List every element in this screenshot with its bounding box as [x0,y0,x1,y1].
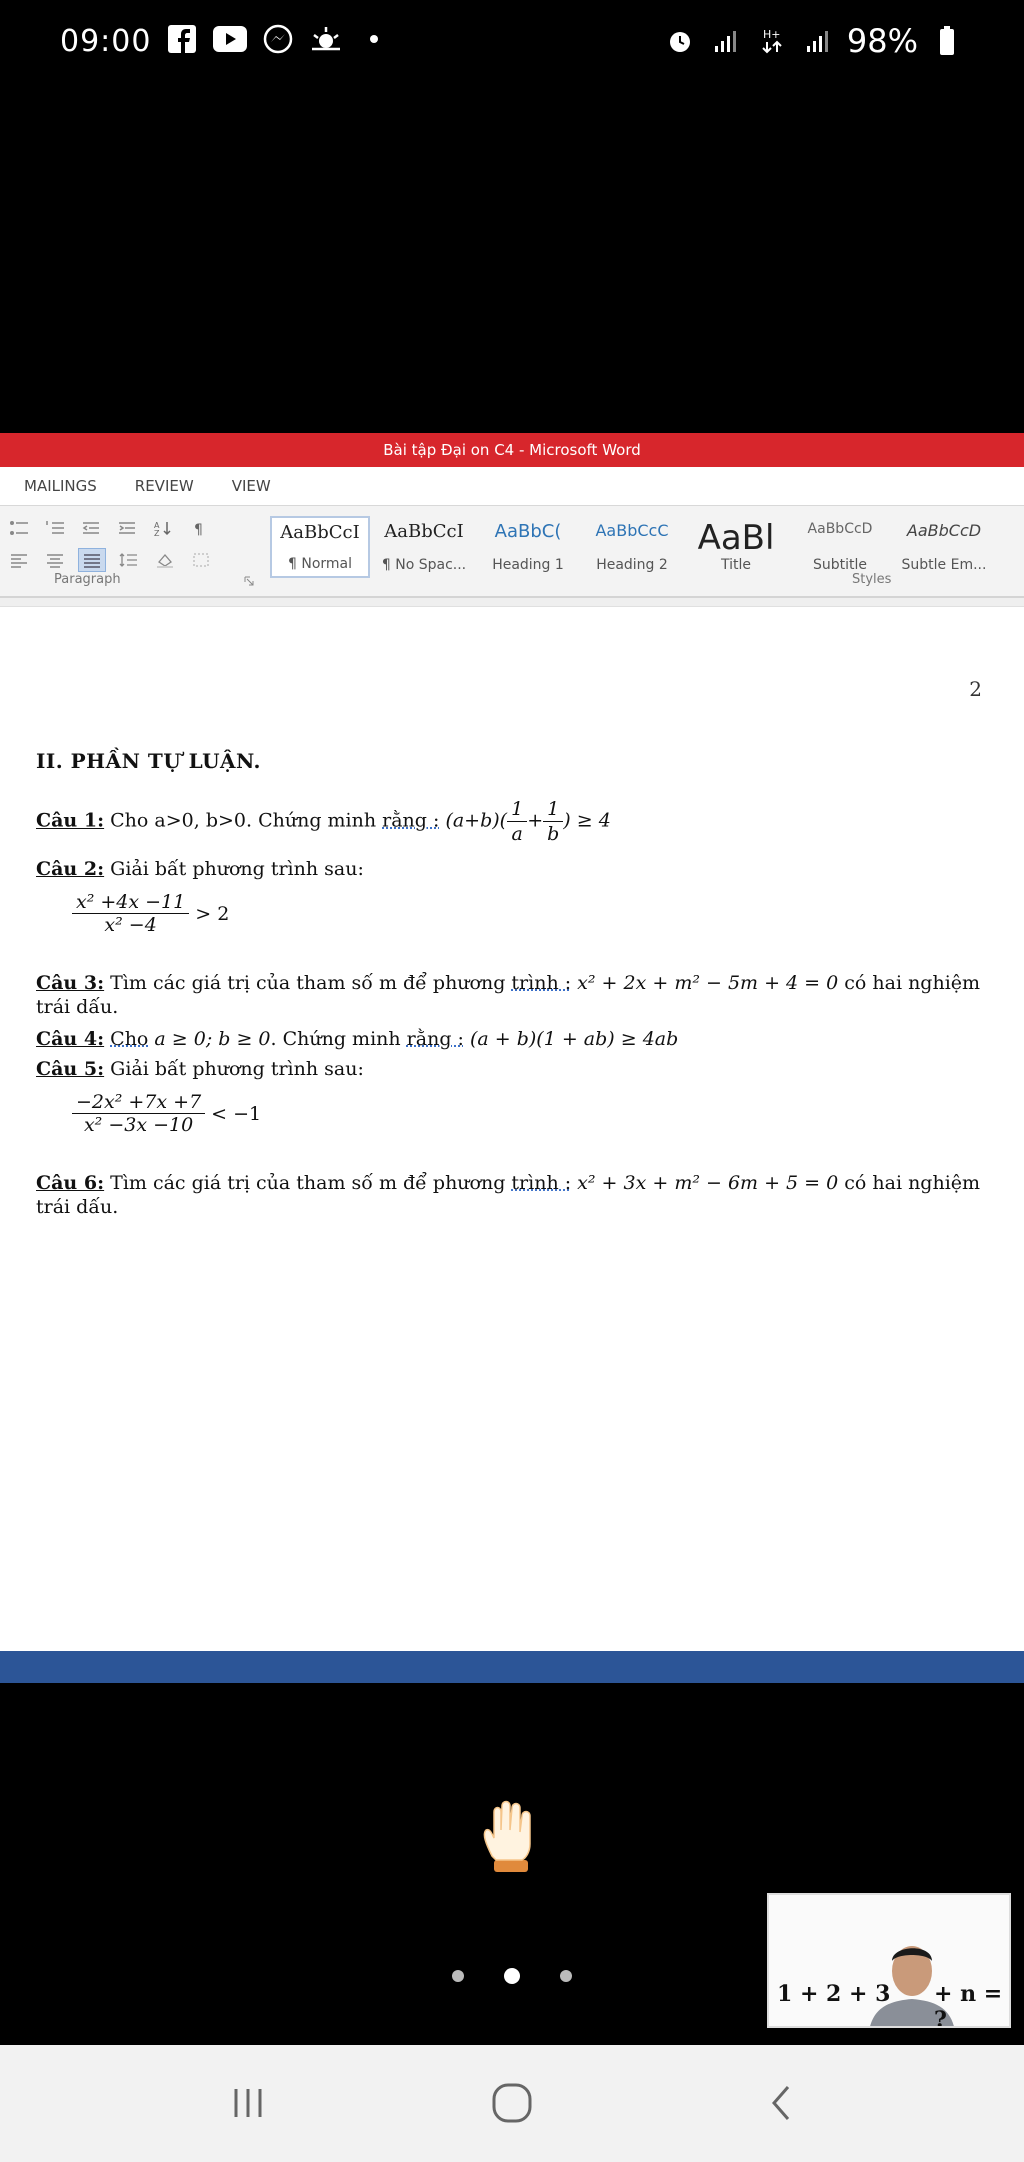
signal-icon [709,24,743,58]
style-sample: AaBl [697,521,775,555]
page-dot-active[interactable] [504,1968,520,1984]
style-subtle-emphasis[interactable] [894,516,994,578]
alarm-icon [663,24,697,58]
question-4 [36,1027,996,1051]
style-heading-1[interactable] [478,516,578,578]
style-sample: AaBbC( [494,521,562,542]
clock: 09:00 [60,24,152,59]
style-sample: AaBbCcI [280,522,360,543]
line-spacing-icon[interactable] [116,549,142,571]
question-label: Câu 5: [36,1058,105,1080]
question-text: Tìm các giá trị của tham số m để phương [104,972,512,994]
denominator: a [511,823,523,845]
page-number: 2 [969,677,982,701]
page-indicator [452,1968,572,1984]
fraction [72,891,189,936]
youtube-icon [213,22,247,56]
question-1 [36,797,996,846]
style-name: Title [720,557,751,573]
styles-gallery [270,516,994,578]
page-dot[interactable] [560,1970,572,1982]
styles-group-label: Styles [852,572,892,587]
denominator: b [547,823,560,845]
back-button[interactable] [752,2073,812,2133]
svg-text:¶: ¶ [194,522,203,536]
tab-mailings[interactable]: MAILINGS [24,477,97,495]
question-label: Câu 3: [36,972,105,994]
align-left-icon[interactable] [6,549,32,571]
svg-text:H+: H+ [762,28,781,41]
dot-icon [357,22,391,56]
style-name: ¶ No Spac... [381,557,467,573]
numerator: x² +4x −11 [72,891,189,914]
home-button[interactable] [482,2073,542,2133]
paragraph-group-label: Paragraph [54,572,121,587]
question-text: rằng : [382,809,440,832]
inequality-rhs: < −1 [211,1102,262,1125]
dialog-launcher-icon[interactable] [244,576,254,586]
increase-indent-icon[interactable] [114,517,140,539]
ribbon-tabs [0,467,1024,506]
svg-text:Z: Z [154,529,160,536]
fraction [543,797,563,846]
shading-icon[interactable] [152,549,178,571]
paragraph-group [6,512,256,592]
page-dot[interactable] [452,1970,464,1982]
style-sample: AaBbCcI [384,521,464,542]
style-no-spacing[interactable] [374,516,474,578]
question-text: rằng : [406,1028,464,1050]
inequality-rhs: > 2 [195,902,230,925]
video-text-left: 1 + 2 + 3 [777,1981,891,2007]
battery-icon [930,24,964,58]
question-text: Cho a>0, b>0. Chứng minh [104,809,383,832]
numerator: 1 [543,797,563,822]
style-name: Heading 2 [596,557,668,573]
fraction [72,1091,205,1136]
numbering-icon[interactable] [42,517,68,539]
window-title: Bài tập Đại on C4 - Microsoft Word [0,433,1024,467]
signal-icon-2 [801,24,835,58]
style-sample: AaBbCcD [906,521,982,540]
question-label: Câu 2: [36,858,105,880]
status-band [0,1651,1024,1683]
math-expression: ) ≥ 4 [563,809,611,832]
question-label: Câu 1: [36,809,105,832]
math-expression: x² + 3x + m² − 6m + 5 = 0 [571,1172,839,1194]
style-name: Subtitle [812,557,868,573]
math-expression: (a+b)( [445,809,508,832]
navigation-bar [0,2045,1024,2162]
battery-percent: 98% [846,22,918,60]
question-2 [36,857,996,881]
justify-icon[interactable] [78,548,106,572]
numerator: −2x² +7x +7 [72,1091,205,1114]
question-text: có hai nghiệm [838,1172,981,1194]
question-text: . Chứng minh [270,1028,407,1050]
ribbon [0,506,1024,598]
status-bar [0,0,1024,90]
math-expression: a ≥ 0; b ≥ 0 [148,1028,271,1050]
formula-q2 [72,891,229,936]
style-sample: AaBbCcC [595,521,669,540]
align-center-icon[interactable] [42,549,68,571]
question-label: Câu 6: [36,1172,105,1194]
data-icon [755,24,789,58]
question-text: trình : [511,972,572,994]
question-text: Giải bất phương trình sau: [104,858,364,880]
tab-view[interactable]: VIEW [231,477,271,495]
style-normal[interactable] [270,516,370,578]
fraction [507,797,527,846]
decrease-indent-icon[interactable] [78,517,104,539]
denominator: x² −3x −10 [83,1114,194,1136]
style-title[interactable] [686,516,786,578]
question-6 [36,1171,996,1219]
formula-q5 [72,1091,261,1136]
numerator: 1 [507,797,527,822]
raise-hand-icon[interactable] [476,1800,546,1874]
question-3 [36,971,996,1019]
question-text: trái dấu. [36,1196,119,1218]
question-5 [36,1057,996,1081]
facebook-icon [165,22,199,56]
tab-review[interactable]: REVIEW [134,477,194,495]
borders-icon[interactable] [188,549,214,571]
section-title: II. PHẦN TỰ LUẬN. [36,749,262,773]
question-label: Câu 4: [36,1028,105,1050]
question-text: Tìm các giá trị của tham số m để phương [104,1172,512,1194]
math-operator: + [527,809,544,832]
recent-apps-button[interactable] [218,2073,278,2133]
ruler-area [0,598,1024,607]
style-subtitle[interactable] [790,516,890,578]
word-window [0,433,1024,1683]
question-text: Cho [110,1028,149,1050]
video-text-right: + n = ? [934,1981,1003,2028]
style-sample: AaBbCcD [807,521,873,537]
question-text: trái dấu. [36,996,119,1018]
presenter-video[interactable] [767,1893,1011,2028]
question-text: trình : [511,1172,572,1194]
bullets-icon[interactable] [6,517,32,539]
math-expression: (a + b)(1 + ab) ≥ 4ab [463,1028,679,1050]
weather-icon [309,22,343,56]
math-expression: x² + 2x + m² − 5m + 4 = 0 [571,972,839,994]
style-heading-2[interactable] [582,516,682,578]
style-name: ¶ Normal [287,556,352,572]
messenger-icon [261,22,295,56]
question-text: có hai nghiệm [838,972,981,994]
style-name: Subtle Em... [901,557,987,573]
question-text: Giải bất phương trình sau: [104,1058,364,1080]
denominator: x² −4 [104,914,157,936]
sort-icon[interactable] [150,517,176,539]
svg-text:A: A [154,521,160,530]
pilcrow-icon[interactable] [186,517,212,539]
style-name: Heading 1 [492,557,564,573]
